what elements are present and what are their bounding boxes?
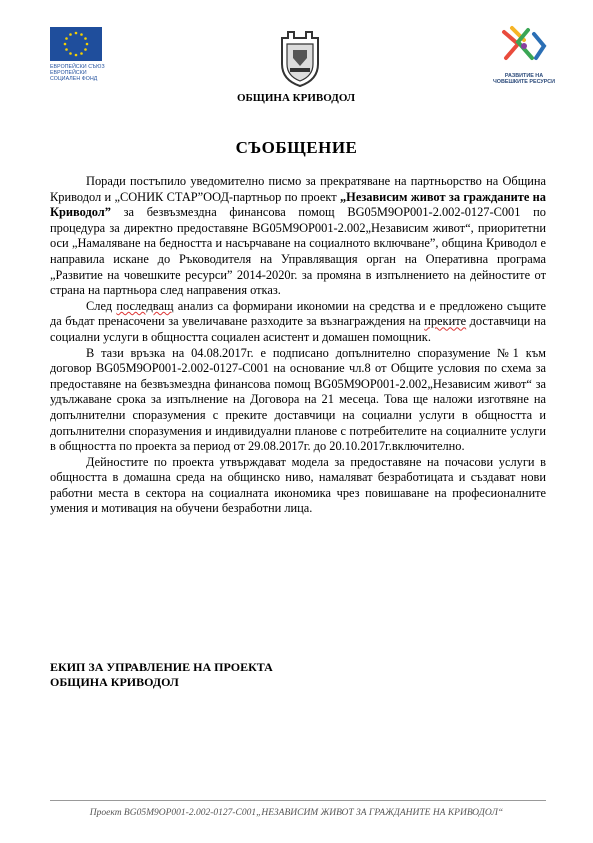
page-header bbox=[0, 0, 593, 110]
paragraph-2: След последващ анализ са формирани икономии на средства и е предложено същите да бъдат пренасочени за увеличаване разходите за възнаграждения на преките доставчици на социални услуги в общността социален асистент и домашен помощник. bbox=[50, 298, 547, 344]
hr-program-icon bbox=[498, 24, 550, 66]
crest-icon bbox=[274, 28, 326, 88]
eu-logo bbox=[50, 27, 106, 82]
paragraph-3: В тази връзка на 04.08.2017г. е подписано допълнително споразумение №1 към договор BG05M9OP001-2.002-0127-C001 на основание чл.8 от Общите условия по схема за предоставяне на безвъзмездна финансова помощ BG05M9OP001-2.002„Независим живот“ за удължаване срока за изпълнение на Договора на 21 месеца. Това ще наложи изготвяне на допълнителни споразумения с преките доставчици на социални услуги в общността и допълнителни споразумения и индивидуални планове с потребителите на социалните услуги в общността по проекта за период от 29.08.2017г. до 20.10.2017г.включително. bbox=[50, 345, 546, 454]
eu-flag-icon bbox=[50, 27, 102, 61]
signature-block bbox=[50, 660, 273, 690]
footer-divider bbox=[50, 800, 546, 801]
municipality-name: ОБЩИНА КРИВОДОЛ bbox=[236, 92, 356, 104]
signature-line-1: ЕКИП ЗА УПРАВЛЕНИЕ НА ПРОЕКТА bbox=[50, 660, 273, 674]
hr-program-text: РАЗВИТИЕ НА ЧОВЕШКИТЕ РЕСУРСИ bbox=[492, 73, 556, 85]
paragraph-1: Поради постъпило уведомително писмо за прекратяване на партньорство на Община Криводол и „СОНИК СТАР”ООД-партньор по проект „Независим живот за гражданите на Криводол” за безвъзмездна финансова помощ BG05M9OP001-2.002-0127-C001 по процедура за директно предоставяне BG05M9OP001-2.002„Независим живот“, приоритетни оси „Намаляване на бедността и насърчаване на социалното включване”, община Криводол е направила искане до Ръководителя на Управляващия орган на Оперативна програма „Развитие на човешките ресурси” 2014-2020г. за промяна в изпълнението на дейностите от страна на партньора след направения отказ. bbox=[50, 174, 546, 298]
municipality-crest bbox=[270, 28, 330, 93]
document-body bbox=[50, 174, 546, 517]
eu-logo-text: ЕВРОПЕЙСКИ СЪЮЗ ЕВРОПЕЙСКИ СОЦИАЛЕН ФОНД bbox=[50, 64, 105, 82]
signature-line-2: ОБЩИНА КРИВОДОЛ bbox=[50, 675, 179, 689]
hr-program-logo bbox=[492, 24, 556, 85]
paragraph-4: Дейностите по проекта утвърждават модела за предоставяне на почасови услуги в общността в домашна среда на общинско ниво, намаляват безработицата и създават нови работни места в сектора на социалната икономика чрез повишаване на професионалните умения и мотивация на обучени безработни лица. bbox=[50, 454, 546, 516]
page-title: СЪОБЩЕНИЕ bbox=[235, 138, 358, 157]
page-footer: Проект BG05M9OP001-2.002-0127-C001„НЕЗАВИСИМ ЖИВОТ ЗА ГРАЖДАНИТЕ НА КРИВОДОЛ“ bbox=[89, 808, 504, 818]
